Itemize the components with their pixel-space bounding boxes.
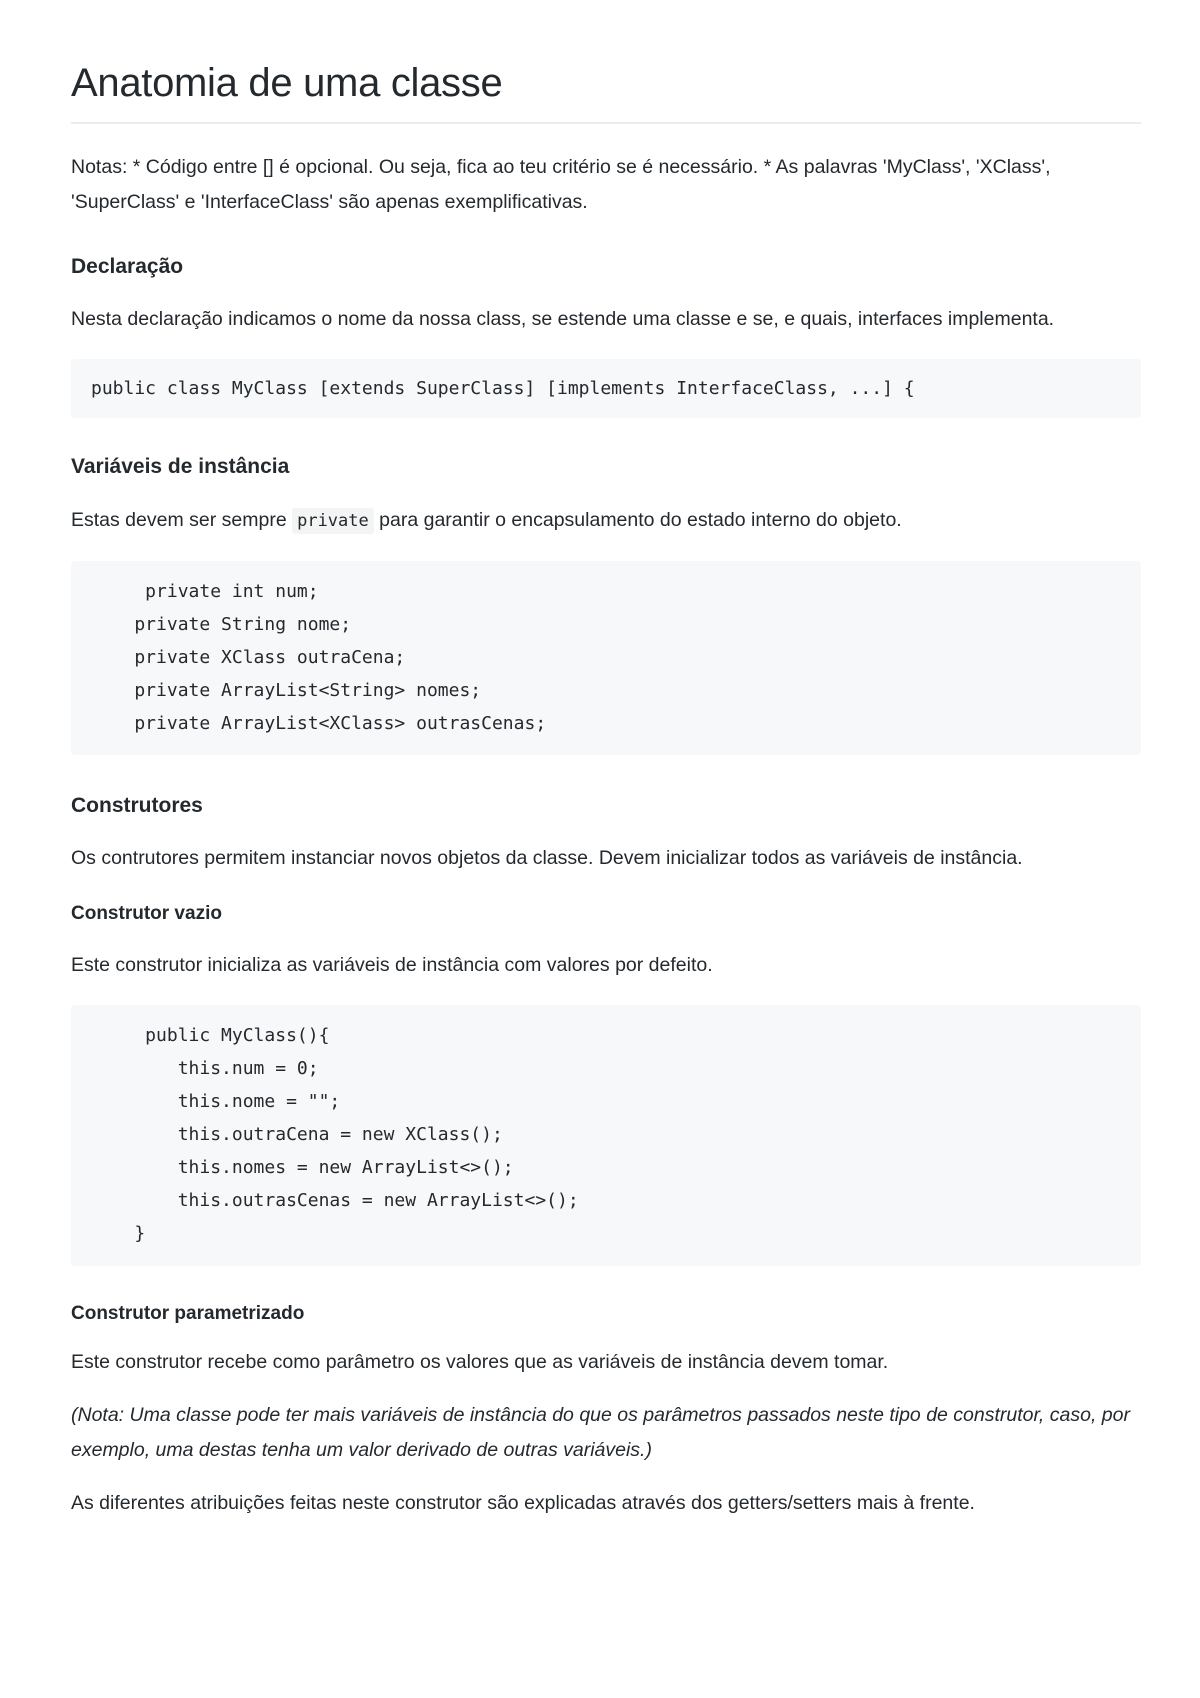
variaveis-text-before: Estas devem ser sempre (71, 508, 287, 531)
section-heading-variaveis: Variáveis de instância (71, 455, 290, 479)
page-title: Anatomia de uma classe (71, 58, 1141, 124)
code-block-declaracao: public class MyClass [extends SuperClass] [implements InterfaceClass, ...] { (71, 359, 1141, 418)
variaveis-text-after: para garantir o encapsulamento do estado interno do objeto. (379, 508, 902, 531)
construtor-parametrizado-paragraph: Este construtor recebe como parâmetro os valores que as variáveis de instância devem tomar. (71, 1351, 889, 1374)
notes-paragraph: Notas: * Código entre [] é opcional. Ou seja, fica ao teu critério se é necessário. * As palavras 'MyClass', 'XClass', 'SuperClass' e 'InterfaceClass' são apenas exemplificativas. (71, 156, 1051, 213)
declaracao-paragraph: Nesta declaração indicamos o nome da nossa class, se estende uma classe e se, e quais, interfaces implementa. (71, 308, 1055, 331)
code-block-variaveis: private int num; private String nome; private XClass outraCena; private ArrayList<String> nomes; private ArrayList<XClass> outrasCenas; (71, 561, 1141, 755)
construtor-parametrizado-closing: As diferentes atribuições feitas neste construtor são explicadas através dos getters/setters mais à frente. (71, 1492, 975, 1515)
document-page (71, 0, 1141, 1521)
subsection-heading-construtor-vazio: Construtor vazio (71, 902, 222, 924)
construtor-parametrizado-note (71, 1398, 1141, 1468)
note-italic-text: (Nota: Uma classe pode ter mais variáveis de instância do que os parâmetros passados neste tipo de construtor, caso, por exemplo, uma destas tenha um valor derivado de outras variáveis.) (71, 1404, 1130, 1462)
code-block-construtor-vazio: public MyClass(){ this.num = 0; this.nome = ""; this.outraCena = new XClass(); this.nomes = new ArrayList<>(); this.outrasCenas = new ArrayList<>(); } (71, 1005, 1141, 1266)
inline-code-private: private (292, 508, 374, 534)
variaveis-paragraph (71, 503, 1141, 539)
subsection-heading-construtor-parametrizado: Construtor parametrizado (71, 1302, 305, 1324)
section-heading-declaracao: Declaração (71, 255, 184, 278)
construtores-paragraph: Os contrutores permitem instanciar novos objetos da classe. Devem inicializar todos as variáveis de instância. (71, 846, 1023, 869)
construtor-vazio-paragraph: Este construtor inicializa as variáveis de instância com valores por defeito. (71, 953, 713, 976)
section-heading-construtores: Construtores (71, 793, 203, 817)
